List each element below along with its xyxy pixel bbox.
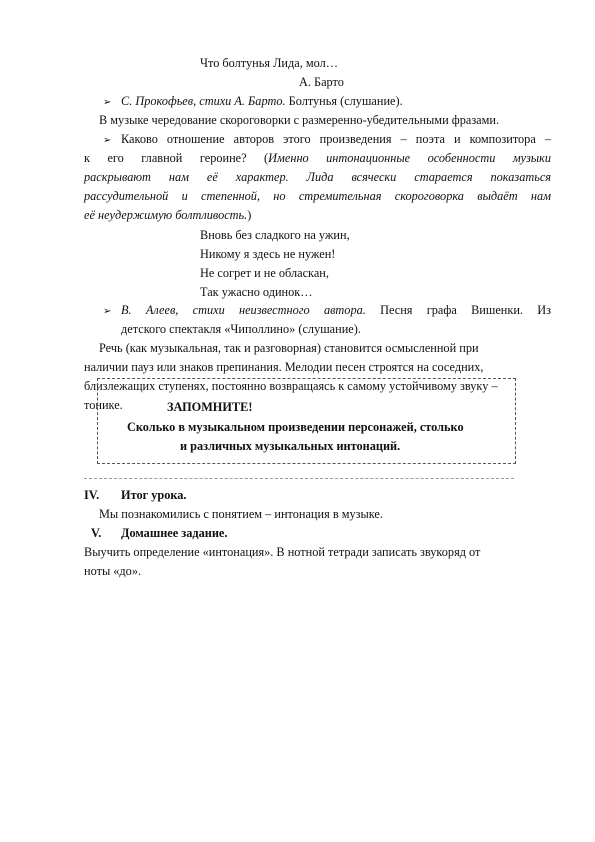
remember-line: и различных музыкальных интонаций. bbox=[180, 439, 401, 453]
section-text: Выучить определение «интонация». В нотной тетради записать звукоряд от bbox=[84, 545, 481, 559]
section-number: IV. bbox=[84, 488, 100, 502]
item-line: Каково отношение авторов этого произведения – поэта и композитора – bbox=[121, 132, 551, 146]
poem-line: Вновь без сладкого на ужин, bbox=[200, 228, 350, 242]
section-text: Мы познакомились с понятием – интонация в музыке. bbox=[99, 507, 383, 521]
item-line: раскрывают нам её характер. Лида всячески старается показаться bbox=[84, 170, 551, 184]
poem-line: Что болтунья Лида, мол… bbox=[200, 56, 339, 70]
item-text: к его главной героине? ( bbox=[84, 151, 269, 165]
poem-line: Никому я здесь не нужен! bbox=[200, 247, 336, 261]
item-italic: её неудержимую болтливость. bbox=[84, 208, 248, 222]
arrow-bullet-icon: ➢ bbox=[103, 97, 112, 108]
item-line bbox=[84, 206, 251, 225]
remember-title: ЗАПОМНИТЕ! bbox=[167, 400, 253, 414]
section-title: Домашнее задание. bbox=[121, 526, 228, 540]
item-italic: С. Прокофьев, стихи А. Барто. bbox=[121, 94, 286, 108]
paragraph-line: близлежащих ступенях, постоянно возвращаясь к самому устойчивому звуку – bbox=[84, 379, 498, 393]
item-line bbox=[121, 301, 551, 320]
item-line: детского спектакля «Чиполлино» (слушание). bbox=[121, 322, 361, 336]
item-italic: Именно интонационные особенности музыки bbox=[268, 151, 551, 165]
section-number: V. bbox=[91, 526, 102, 540]
paragraph-line: Речь (как музыкальная, так и разговорная) становится осмысленной при bbox=[99, 341, 479, 355]
poem-line: Не согрет и не обласкан, bbox=[200, 266, 329, 280]
arrow-bullet-icon: ➢ bbox=[103, 135, 112, 146]
item-line bbox=[84, 149, 551, 168]
poem-line: Так ужасно одинок… bbox=[200, 285, 313, 299]
list-item bbox=[121, 92, 403, 111]
item-italic: В. Алеев, стихи неизвестного автора. bbox=[121, 303, 366, 317]
section-title: Итог урока. bbox=[121, 488, 187, 502]
paragraph-line: наличии пауз или знаков препинания. Мелодии песен строятся на соседних, bbox=[84, 360, 484, 374]
item-text: ) bbox=[247, 208, 252, 222]
item-line: рассудительной и степенной, но стремительная скороговорка выдаёт нам bbox=[84, 189, 551, 203]
paragraph: В музыке чередование скороговорки с размеренно-убедительными фразами. bbox=[99, 113, 500, 127]
item-text: Болтунья (слушание). bbox=[288, 94, 403, 108]
remember-line: Сколько в музыкальном произведении персонажей, столько bbox=[127, 420, 464, 434]
item-text: Песня графа Вишенки. Из bbox=[380, 303, 552, 317]
divider bbox=[84, 478, 514, 479]
arrow-bullet-icon: ➢ bbox=[103, 306, 112, 317]
section-text: ноты «до». bbox=[84, 564, 142, 578]
poem-author: А. Барто bbox=[299, 75, 344, 89]
paragraph-line: тонике. bbox=[84, 398, 123, 412]
